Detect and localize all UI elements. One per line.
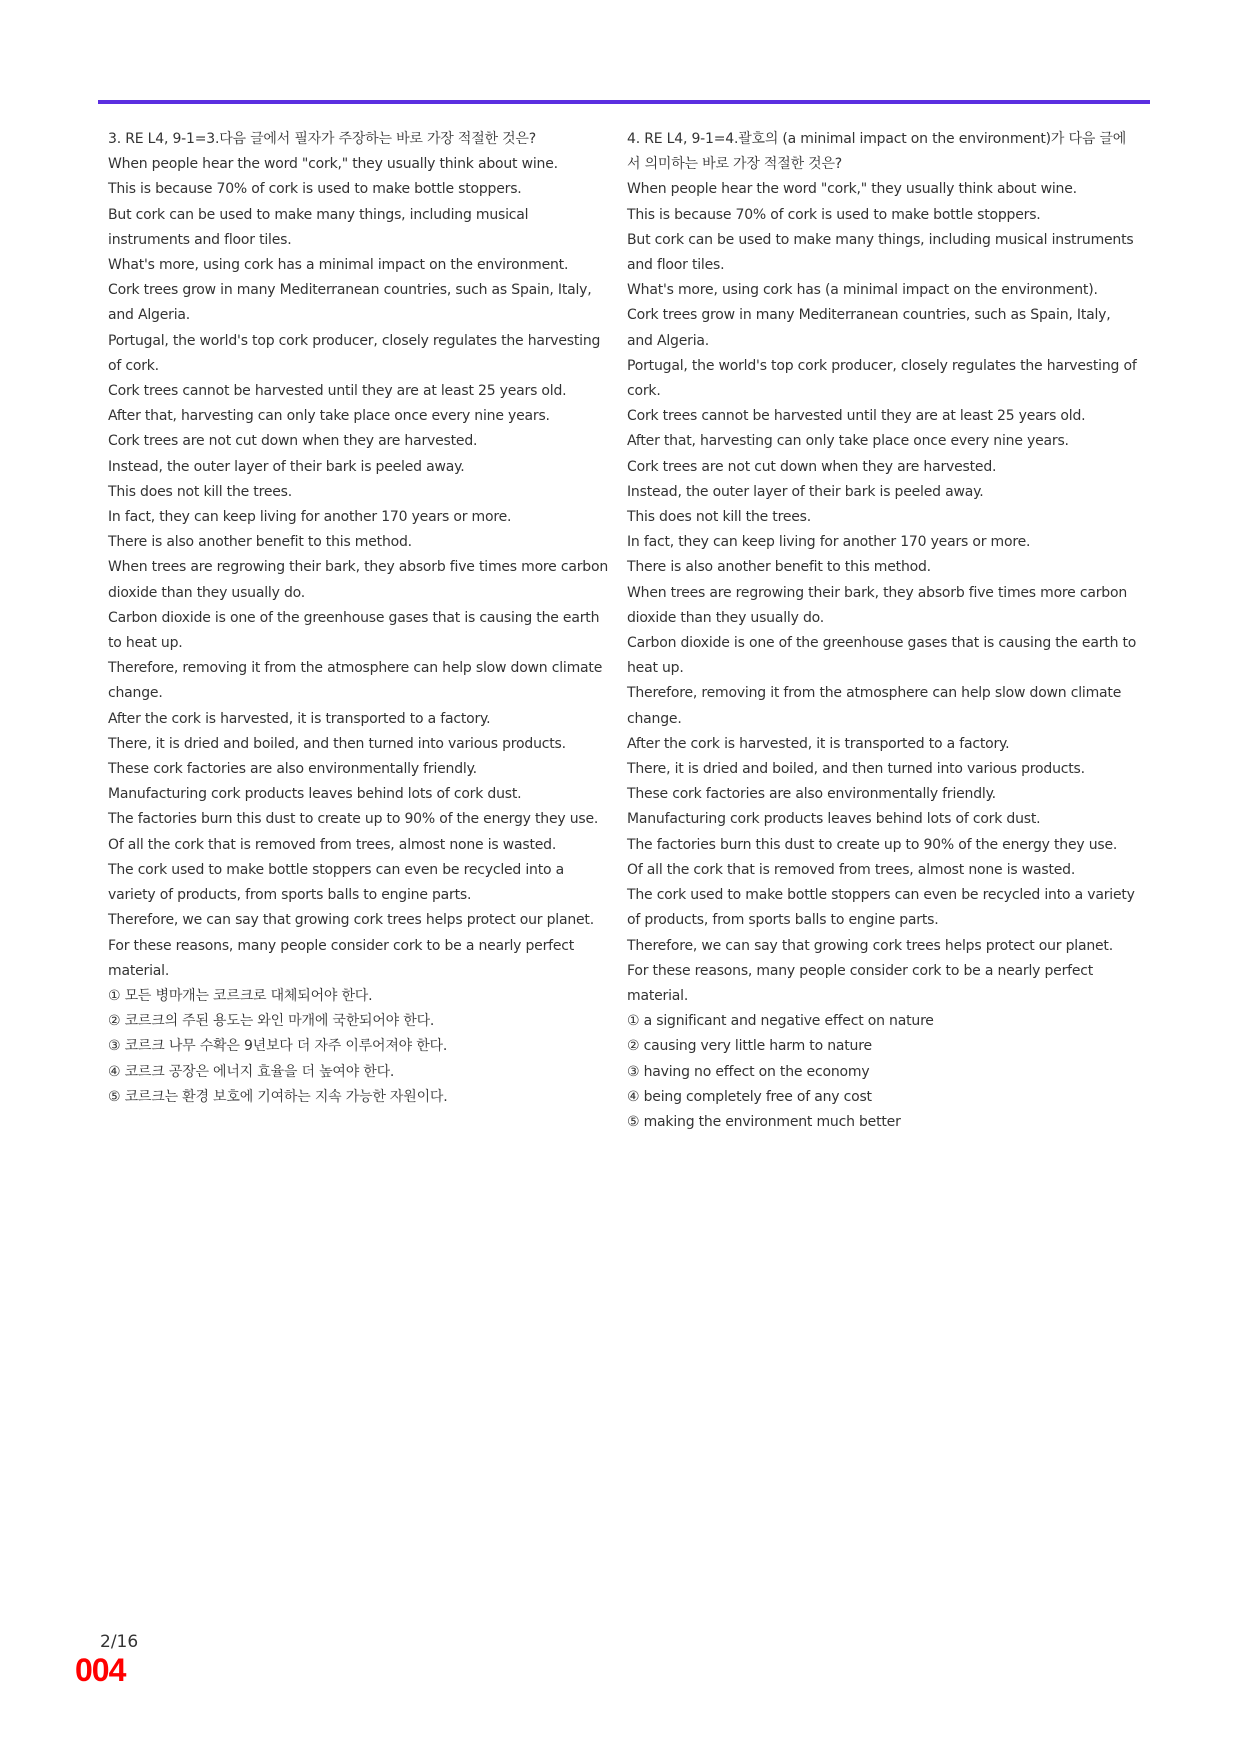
question-3 xyxy=(108,127,613,1110)
passage-sentence: There is also another benefit to this method. xyxy=(108,534,412,551)
passage-sentence: After the cork is harvested, it is transported to a factory. xyxy=(108,710,491,727)
page-code: 004 xyxy=(75,1652,126,1688)
passage-sentence: Cork trees grow in many Mediterranean countries, such as Spain, Italy, and Algeria. xyxy=(108,282,592,324)
question-3-title: 3. RE L4, 9-1=3.다음 글에서 필자가 주장하는 바로 가장 적절한 것은? xyxy=(108,131,536,147)
passage-sentence: Therefore, removing it from the atmosphere can help slow down climate change. xyxy=(627,685,1122,727)
answer-option: ③ having no effect on the economy xyxy=(627,1063,870,1080)
passage-sentence: When trees are regrowing their bark, they absorb five times more carbon dioxide than they usually do. xyxy=(108,559,609,601)
question-4-options xyxy=(627,1009,1137,1135)
passage-sentence: The cork used to make bottle stoppers can even be recycled into a variety of products, from sports balls to engine parts. xyxy=(108,861,565,904)
passage-sentence: This does not kill the trees. xyxy=(108,483,293,500)
passage-sentence: Carbon dioxide is one of the greenhouse gases that is causing the earth to heat up. xyxy=(108,609,600,652)
passage-sentence: Cork trees grow in many Mediterranean countries, such as Spain, Italy, and Algeria. xyxy=(627,307,1111,349)
question-4-passage xyxy=(627,177,1137,1009)
passage-sentence: There, it is dried and boiled, and then turned into various products. xyxy=(627,761,1085,778)
passage-sentence: After that, harvesting can only take place once every nine years. xyxy=(108,408,550,425)
passage-sentence: Portugal, the world's top cork producer, closely regulates the harvesting of cork. xyxy=(627,357,1137,400)
passage-sentence: What's more, using cork has a minimal impact on the environment. xyxy=(108,257,569,274)
passage-sentence: When people hear the word "cork," they usually think about wine. xyxy=(627,181,1077,198)
question-4 xyxy=(627,127,1137,1135)
question-3-passage xyxy=(108,152,613,984)
answer-option: ② 코르크의 주된 용도는 와인 마개에 국한되어야 한다. xyxy=(108,1013,435,1030)
passage-sentence: But cork can be used to make many things, including musical instruments and floor tiles. xyxy=(627,231,1134,274)
passage-sentence: Instead, the outer layer of their bark is peeled away. xyxy=(627,483,984,500)
passage-sentence: There is also another benefit to this method. xyxy=(627,559,931,576)
answer-option: ① a significant and negative effect on nature xyxy=(627,1013,934,1030)
passage-sentence: Cork trees are not cut down when they are harvested. xyxy=(627,458,997,475)
passage-sentence: In fact, they can keep living for another 170 years or more. xyxy=(108,509,512,526)
passage-sentence: There, it is dried and boiled, and then turned into various products. xyxy=(108,735,566,752)
header-rule xyxy=(98,100,1150,104)
passage-sentence: Carbon dioxide is one of the greenhouse gases that is causing the earth to heat up. xyxy=(627,635,1137,677)
passage-sentence: When people hear the word "cork," they usually think about wine. xyxy=(108,156,558,173)
passage-sentence: This is because 70% of cork is used to make bottle stoppers. xyxy=(627,206,1041,223)
passage-sentence: Of all the cork that is removed from trees, almost none is wasted. xyxy=(627,861,1076,878)
answer-option: ⑤ making the environment much better xyxy=(627,1113,901,1130)
passage-sentence: Manufacturing cork products leaves behind lots of cork dust. xyxy=(108,786,522,803)
answer-option: ② causing very little harm to nature xyxy=(627,1038,872,1055)
passage-sentence: Therefore, we can say that growing cork trees helps protect our planet. xyxy=(108,912,594,929)
question-3-options xyxy=(108,984,613,1110)
passage-sentence: The cork used to make bottle stoppers can even be recycled into a variety of products, from sports balls to engine parts. xyxy=(627,887,1135,929)
passage-sentence: In fact, they can keep living for another 170 years or more. xyxy=(627,534,1031,551)
passage-sentence: These cork factories are also environmentally friendly. xyxy=(108,761,477,778)
answer-option: ① 모든 병마개는 코르크로 대체되어야 한다. xyxy=(108,987,373,1004)
passage-sentence: When trees are regrowing their bark, they absorb five times more carbon dioxide than they usually do. xyxy=(627,584,1128,626)
passage-sentence: Manufacturing cork products leaves behind lots of cork dust. xyxy=(627,811,1041,828)
answer-option: ⑤ 코르크는 환경 보호에 기여하는 지속 가능한 자원이다. xyxy=(108,1088,448,1105)
passage-sentence: What's more, using cork has (a minimal impact on the environment). xyxy=(627,282,1098,299)
passage-sentence: Therefore, removing it from the atmosphere can help slow down climate change. xyxy=(108,660,603,702)
passage-sentence: Cork trees cannot be harvested until they are at least 25 years old. xyxy=(627,408,1086,425)
passage-sentence: This does not kill the trees. xyxy=(627,509,812,526)
passage-sentence: This is because 70% of cork is used to make bottle stoppers. xyxy=(108,181,522,198)
passage-sentence: Instead, the outer layer of their bark is peeled away. xyxy=(108,458,465,475)
passage-sentence: For these reasons, many people consider cork to be a nearly perfect material. xyxy=(627,962,1094,1004)
passage-sentence: Cork trees cannot be harvested until they are at least 25 years old. xyxy=(108,383,567,400)
passage-sentence: The factories burn this dust to create up to 90% of the energy they use. xyxy=(108,811,599,828)
passage-sentence: After the cork is harvested, it is transported to a factory. xyxy=(627,735,1010,752)
passage-sentence: Therefore, we can say that growing cork trees helps protect our planet. xyxy=(627,937,1113,954)
passage-sentence: For these reasons, many people consider cork to be a nearly perfect material. xyxy=(108,937,575,979)
passage-sentence: Portugal, the world's top cork producer, closely regulates the harvesting of cork. xyxy=(108,332,601,374)
passage-sentence: After that, harvesting can only take place once every nine years. xyxy=(627,433,1069,450)
question-4-title: 4. RE L4, 9-1=4.괄호의 (a minimal impact on the environment)가 다음 글에서 의미하는 바로 가장 적절한 것은? xyxy=(627,131,1127,173)
answer-option: ③ 코르크 나무 수확은 9년보다 더 자주 이루어져야 한다. xyxy=(108,1038,448,1055)
passage-sentence: But cork can be used to make many things, including musical instruments and floor tiles. xyxy=(108,206,529,248)
answer-option: ④ being completely free of any cost xyxy=(627,1088,872,1105)
passage-sentence: Of all the cork that is removed from trees, almost none is wasted. xyxy=(108,836,557,853)
passage-sentence: Cork trees are not cut down when they are harvested. xyxy=(108,433,478,450)
answer-option: ④ 코르크 공장은 에너지 효율을 더 높여야 한다. xyxy=(108,1063,395,1080)
passage-sentence: The factories burn this dust to create up to 90% of the energy they use. xyxy=(627,836,1118,853)
passage-sentence: These cork factories are also environmentally friendly. xyxy=(627,786,996,803)
page-number: 2/16 xyxy=(100,1632,139,1652)
